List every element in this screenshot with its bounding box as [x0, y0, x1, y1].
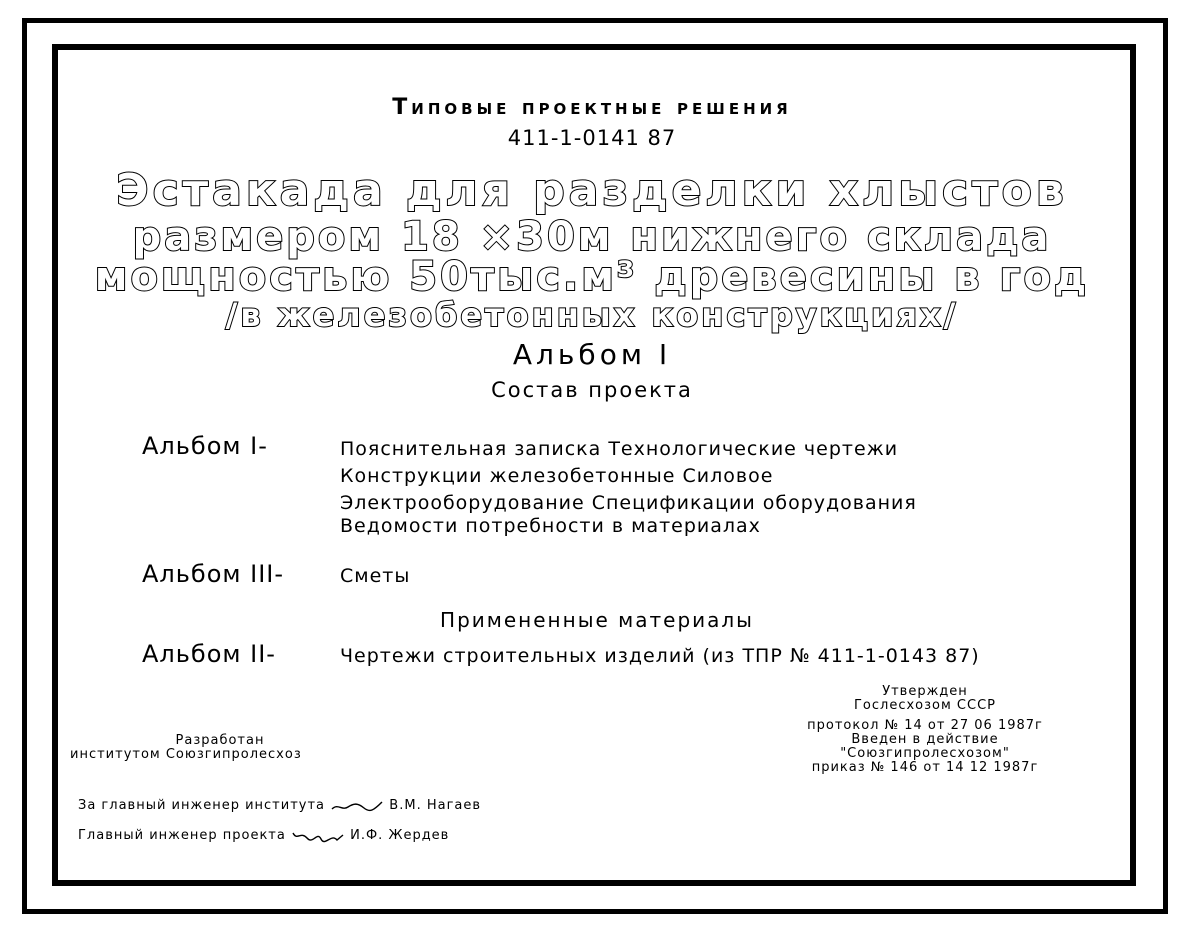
series-heading: Типовые проектные решения: [392, 95, 792, 120]
album-2-text: Чертежи строительных изделий (из ТПР № 411-1-0143 87): [340, 645, 980, 667]
album-1-line-3: Электрооборудование Спецификации оборудования: [340, 492, 917, 514]
album-1-label: Альбом I-: [142, 432, 268, 460]
chief-engineer-project-row: [78, 828, 449, 843]
album-title: Альбом I: [512, 338, 672, 371]
signature-nagaev-icon: [330, 799, 384, 813]
approval-line-3: протокол № 14 от 27 06 1987г: [807, 718, 1043, 733]
approval-block: [760, 685, 1090, 775]
title-line-4: /в железобетонных конструкциях/: [225, 296, 959, 334]
chief-engineer-institute-title: За главный инженер института: [78, 798, 326, 813]
signature-zherdev-icon: [291, 829, 345, 843]
developer-line-1: Разработан: [175, 733, 265, 748]
chief-engineer-institute-name: В.М. Нагаев: [389, 798, 482, 813]
album-2-label: Альбом II-: [142, 640, 276, 668]
approval-line-6: приказ № 146 от 14 12 1987г: [811, 760, 1039, 775]
approval-line-5: "Союзгипролесхозом": [840, 746, 1010, 761]
chief-engineer-project-name: И.Ф. Жердев: [350, 828, 450, 843]
approval-line-4: Введен в действие: [851, 732, 999, 747]
approval-line-1: Утвержден: [882, 684, 968, 699]
album-1-line-2: Конструкции железобетонные Силовое: [340, 465, 774, 487]
album-3-line-1: Сметы: [340, 565, 411, 587]
developer-line-2: институтом Союзгипролесхоз: [70, 747, 302, 762]
chief-engineer-institute-row: [78, 798, 481, 813]
title-line-1: Эстакада для разделки хлыстов: [116, 165, 1068, 216]
materials-heading: Примененные материалы: [440, 608, 754, 632]
album-1-line-4: Ведомости потребности в материалах: [340, 515, 761, 537]
album-1-line-1: Пояснительная записка Технологические чертежи: [340, 438, 899, 460]
album-3-label: Альбом III-: [142, 560, 285, 588]
composition-heading: Состав проекта: [491, 378, 693, 402]
approval-line-2: Гослесхозом СССР: [853, 698, 996, 713]
title-line-2: размером 18 ×30м нижнего склада: [132, 214, 1052, 260]
title-line-3: мощностью 50тыс.м³ древесины в год: [94, 254, 1090, 300]
project-code: 411-1-0141 87: [507, 126, 677, 150]
chief-engineer-project-title: Главный инженер проекта: [78, 828, 286, 843]
